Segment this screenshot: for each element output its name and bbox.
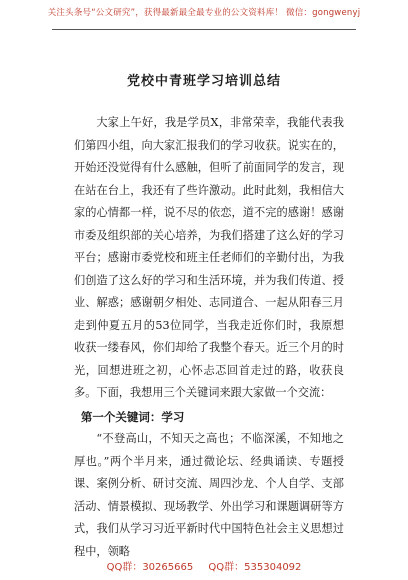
section-paragraph: “不登高山，不知天之高也；不临深溪，不知地之厚也。”两个半月来，通过微论坛、经典诵读、专题授课、案例分析、研讨交流、周四沙龙、个人自学、支部活动、情景模拟、现场教学、外出学习和课题调研等方式，我们从学习习近平新时代中国特色社会主义思想过程中，领略 xyxy=(74,432,344,558)
intro-paragraph: 大家上午好，我是学员X，非常荣幸，我能代表我们第四小组，向大家汇报我们的学习收获。说实在的，开始还没觉得有什么感触，但听了前面同学的发言，现在站在台上，我还有了些许激动。此时此刻，我相信大家的心情都一样，说不尽的依恋，道不完的感谢！感谢市委及组织部的关心培养，为我们搭建了这么好的学习平台；感谢市委党校和班主任老师们的辛勤付出，为我们创造了这么好的学习和生活环境，并为我们传道、授业、解惑；感谢朝夕相处、志同道合、一起从阳春三月走到仲夏五月的53位同学，当我走近你们时，我原想收获一缕春风，你们却给了我整个春天。近三个月的时光，回想进班之初，心怀忐忑回首走过的路，收获良多。下面，我想用三个关键词来跟大家做一个交流： xyxy=(74,116,344,399)
footer-qq-group-2: QQ群：535304092 xyxy=(208,562,302,573)
header-promo-note: 关注头条号“公文研究”，获得最新最全最专业的公文资料库！ 微信：gongwenyj xyxy=(47,8,361,18)
document-body xyxy=(74,112,344,563)
footer-contacts xyxy=(0,558,408,573)
section-heading: 第一个关键词：学习 xyxy=(80,409,185,424)
document-title: 党校中青班学习培训总结 xyxy=(126,74,281,89)
footer-qq-group-1: QQ群：30265665 xyxy=(106,562,194,573)
header-divider xyxy=(52,29,356,30)
